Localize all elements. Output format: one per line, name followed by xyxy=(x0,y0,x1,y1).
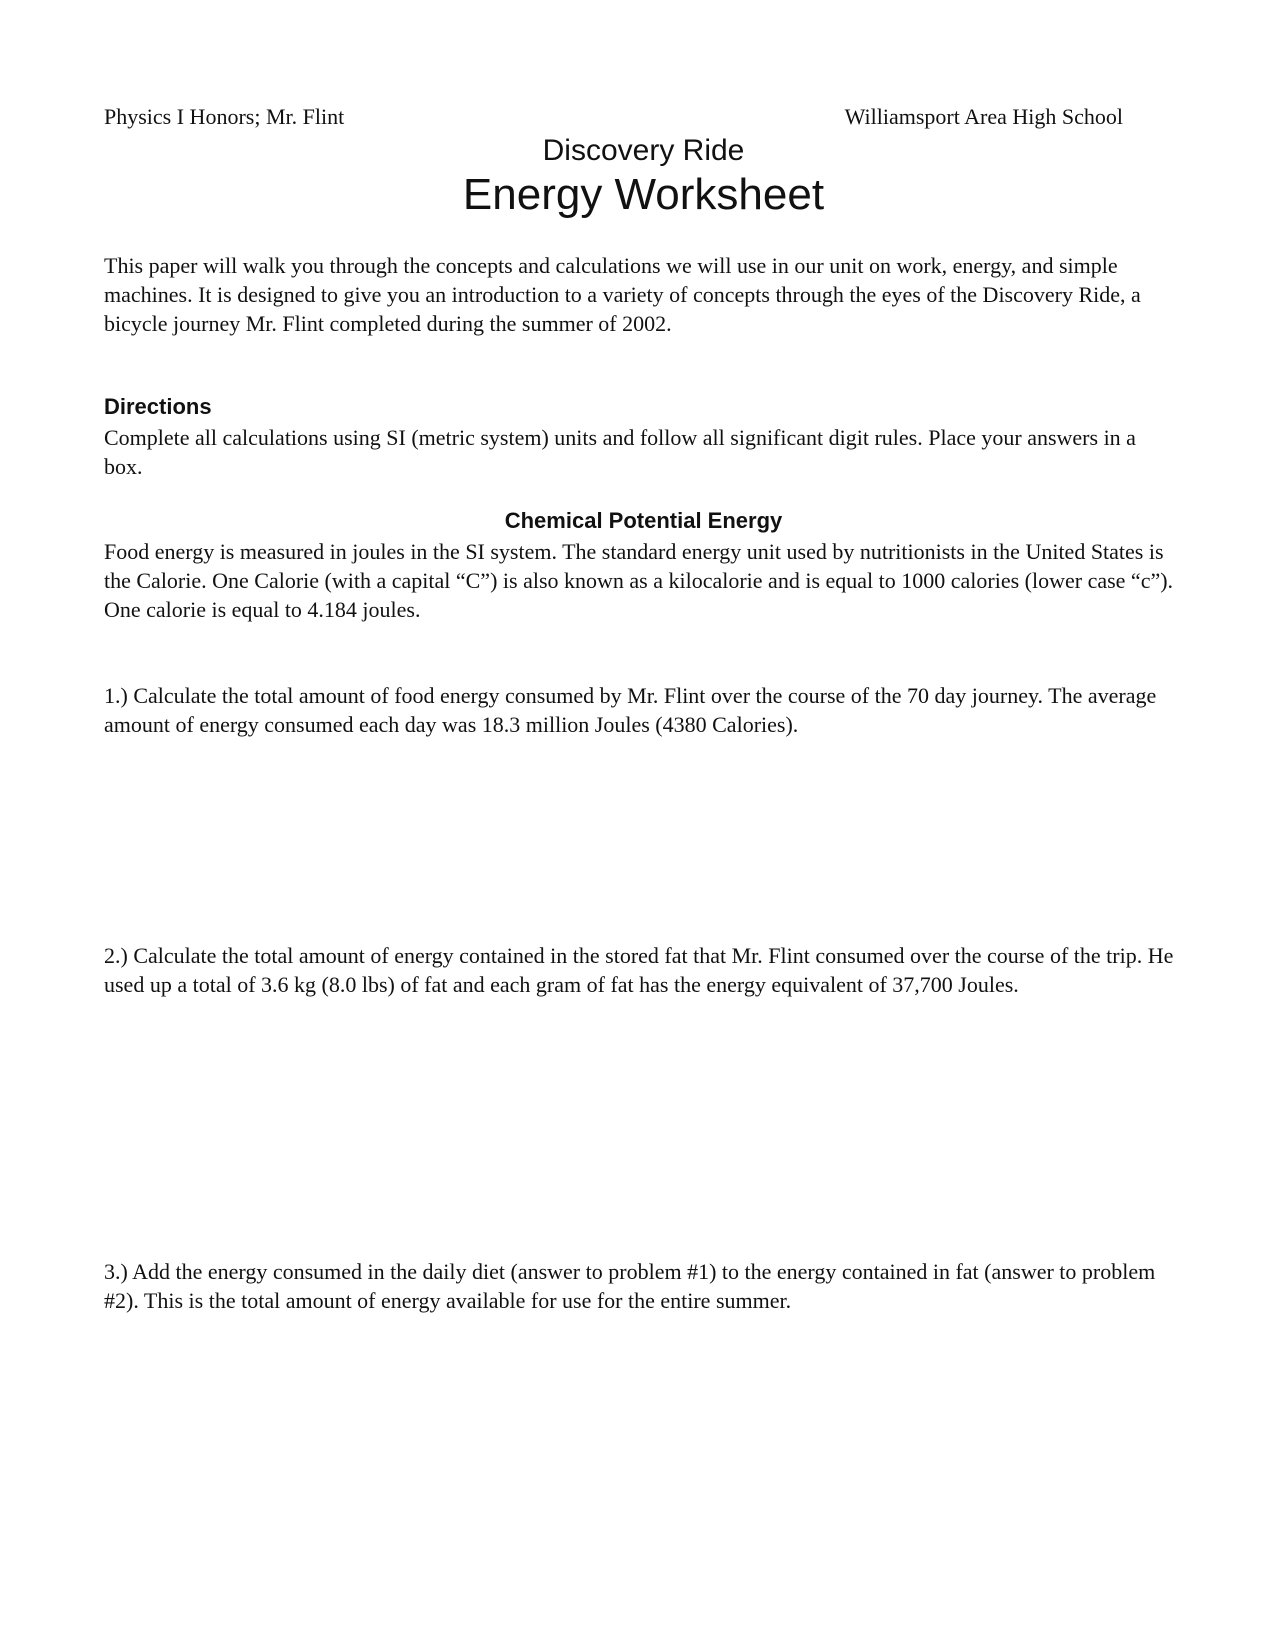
school-header: Williamsport Area High School xyxy=(844,104,1123,129)
question-3: 3.) Add the energy consumed in the daily diet (answer to problem #1) to the energy contained in fat (answer to problem #2). This is the total amount of energy available for use for the entire summer. xyxy=(104,1259,1156,1313)
section-heading: Chemical Potential Energy xyxy=(504,508,783,533)
question-1: 1.) Calculate the total amount of food energy consumed by Mr. Flint over the course of the 70 day journey. The average amount of energy consumed each day was 18.3 million Joules (4380 Calories). xyxy=(104,683,1157,737)
worksheet-subtitle: Discovery Ride xyxy=(542,134,745,167)
directions-heading: Directions xyxy=(104,394,212,419)
intro-paragraph: This paper will walk you through the concepts and calculations we will use in our unit on work, energy, and simple machines. It is designed to give you an introduction to a variety of concepts through the eyes of the Discovery Ride, a bicycle journey Mr. Flint completed during the summer of 2002. xyxy=(104,253,1141,336)
section-text: Food energy is measured in joules in the SI system. The standard energy unit used by nutritionists in the United States is the Calorie. One Calorie (with a capital “C”) is also known as a kilocalorie and is equal to 1000 calories (lower case “c”). One calorie is equal to 4.184 joules. xyxy=(104,539,1174,622)
directions-text: Complete all calculations using SI (metric system) units and follow all significant digit rules. Place your answers in a box. xyxy=(104,425,1136,479)
course-header: Physics I Honors; Mr. Flint xyxy=(104,104,345,129)
worksheet-title: Energy Worksheet xyxy=(462,170,825,219)
question-2: 2.) Calculate the total amount of energy contained in the stored fat that Mr. Flint consumed over the course of the trip. He used up a total of 3.6 kg (8.0 lbs) of fat and each gram of fat has the energy equivalent of 37,700 Joules. xyxy=(104,943,1174,997)
